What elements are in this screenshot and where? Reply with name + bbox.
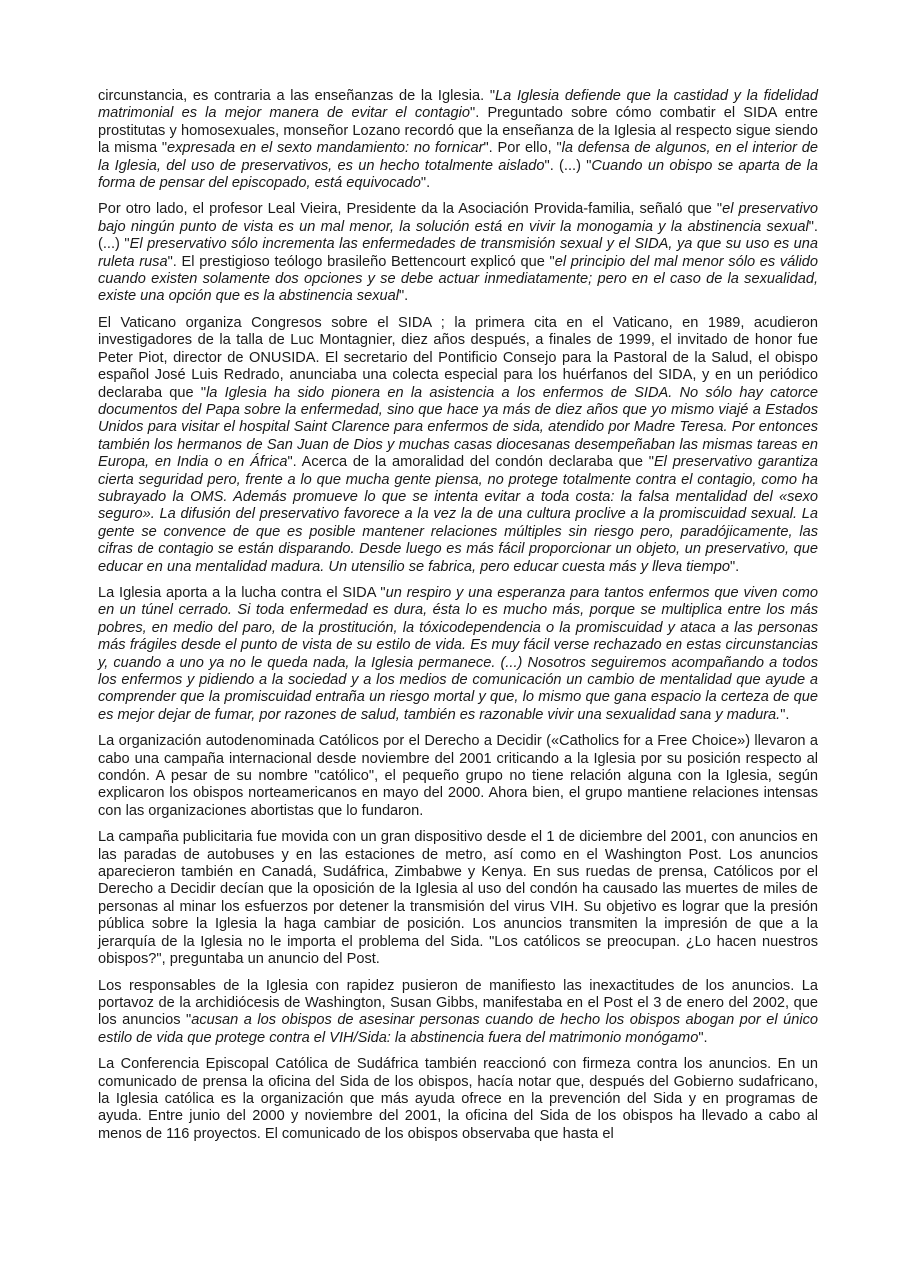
quote-run: el preservativo bajo ningún punto de vista es un mal menor, la solución está en vivir la monogamia y la abstinencia sexual [98, 201, 818, 235]
paragraph-8 [98, 1056, 818, 1143]
text-run: ". Acerca de la amoralidad del condón declaraba que " [287, 454, 654, 471]
text-run: Los responsables de la Iglesia con rapidez pusieron de manifiesto las inexactitudes de los anuncios. La portavoz de la archidiócesis de Washington, Susan Gibbs, manifestaba en el Post el 3 de enero del 2002, que los anuncios " [98, 977, 818, 1029]
text-run: La Iglesia aporta a la lucha contra el SIDA " [98, 584, 386, 601]
paragraph-5 [98, 733, 818, 820]
quote-run: un respiro y una esperanza para tantos enfermos que viven como en un túnel cerrado. Si toda enfermedad es dura, ésta lo es mucho más, porque se multiplica entre los más pobres, en medio del paro, de la prostitución, la tóxicodependencia o la promiscuidad y ataca a las personas más frágiles desde el punto de vista de su estilo de vida. Es muy fácil verse rechazado en estas circunstancias y, cuando a uno ya no le queda nada, la Iglesia permanece. (...) Nosotros seguiremos acompañando a todos los enfermos y pidiendo a la sociedad y a los medios de comunicación un cambio de mentalidad que ayude a comprender que la promiscuidad entraña un riesgo mortal y que, lo mismo que gana espacio la certeza de que es mejor dejar de fumar, por razones de salud, también es razonable vivir una sexualidad sana y madura. [98, 584, 818, 723]
text-run: ". El prestigioso teólogo brasileño Bettencourt explicó que " [167, 253, 555, 270]
text-run: ". [698, 1029, 708, 1046]
text-run: ". (...) " [544, 157, 592, 174]
text-run: ". Preguntado sobre cómo combatir el SIDA entre prostitutas y homosexuales, monseñor Lozano recordó que la enseñanza de la Iglesia al respecto sigue siendo la misma " [98, 105, 818, 157]
text-run: La campaña publicitaria fue movida con un gran dispositivo desde el 1 de diciembre del 2001, con anuncios en las paradas de autobuses y en las estaciones de metro, así como en el Washington Post. Los anuncios aparecieron también en Canadá, Sudáfrica, Zimbabwe y Kenya. En sus ruedas de prensa, Católicos por el Derecho a Decidir decían que la oposición de la Iglesia al uso del condón ha causado las muertes de miles de personas al minar los esfuerzos por detener la transmisión del virus VIH. Su objetivo es lograr que la presión pública sobre la Iglesia la haga cambiar de posición. Los anuncios transmiten la impresión de que a la jerarquía de la Iglesia no le importa el problema del Sida. "Los católicos se preocupan. ¿Lo hacen nuestros obispos?", preguntaba un anuncio del Post. [98, 829, 818, 968]
text-run: El Vaticano organiza Congresos sobre el SIDA ; la primera cita en el Vaticano, en 1989, acudieron investigadores de la talla de Luc Montagnier, diez años después, a finales de 1999, el invitado de honor fue Peter Piot, director de ONUSIDA. El secretario del Pontificio Consejo para la Pastoral de la Salud, el obispo español José Luis Redrado, anunciaba una colecta especial para los huérfanos del SIDA, y en un periódico declaraba que " [98, 314, 818, 401]
text-run: Por otro lado, el profesor Leal Vieira, Presidente da la Asociación Provida-familia, señaló que " [98, 201, 723, 218]
text-run: ". (...) " [98, 218, 818, 253]
quote-run: El preservativo sólo incrementa las enfermedades de transmisión sexual y el SIDA, ya que su uso es una ruleta rusa [98, 236, 818, 270]
quote-run: Cuando un obispo se aparta de la forma de pensar del episcopado, está equivocado [98, 157, 818, 192]
quote-run: expresada en el sexto mandamiento: no fornicar [167, 140, 484, 157]
text-run: ". Por ello, " [483, 140, 562, 157]
text-run: ". [780, 706, 790, 723]
paragraph-1 [98, 88, 818, 192]
paragraph-2 [98, 201, 818, 305]
text-run: circunstancia, es contraria a las enseñanzas de la Iglesia. " [98, 88, 496, 104]
text-run: ". [399, 288, 409, 305]
quote-run: el principio del mal menor sólo es válido cuando existen solamente dos opciones y se debe actuar inmediatamente; pero en el caso de la sexualidad, existe una opción que es la abstinencia sexual [98, 253, 819, 305]
text-run: La organización autodenominada Católicos por el Derecho a Decidir («Catholics for a Free Choice») llevaron a cabo una campaña internacional desde noviembre del 2001 criticando a la Iglesia por su posición respecto al condón. A pesar de su nombre "católico", el pequeño grupo no tiene relación alguna con la Iglesia, según explicaron los obispos norteamericanos en mayo del 2000. Ahora bien, el grupo mantiene relaciones intensas con las organizaciones abortistas que lo fundaron. [98, 733, 818, 819]
quote-run: la Iglesia ha sido pionera en la asistencia a los enfermos de SIDA. No sólo hay catorce documentos del Papa sobre la enfermedad, sino que hace ya más de diez años que yo mismo viajé a Estados Unidos para visitar el hospital Saint Clarence para enfermos de sida, atendido por Madre Teresa. Por entonces también los hermanos de San Juan de Dios y muchas casas diocesanas desempeñaban las mismas tareas en Europa, en India o en África [98, 384, 818, 471]
quote-run: acusan a los obispos de asesinar personas cuando de hecho los obispos abogan por el único estilo de vida que protege contra el VIH/Sida: la abstinencia fuera del matrimonio monógamo [98, 1012, 818, 1046]
text-run: La Conferencia Episcopal Católica de Sudáfrica también reaccionó con firmeza contra los anuncios. En un comunicado de prensa la oficina del Sida de los obispos, hacía notar que, después del Gobierno sudafricano, la Iglesia católica es la organización que más ayuda ofrece en la prevención del Sida y en programas de ayuda. Entre junio del 2000 y noviembre del 2001, la oficina del Sida de los obispos ha llevado a cabo al menos de 116 proyectos. El comunicado de los obispos observaba que hasta el [98, 1056, 818, 1142]
quote-run: La Iglesia defiende que la castidad y la fidelidad matrimonial es la mejor manera de evitar el contagio [98, 88, 818, 122]
paragraph-3 [98, 315, 818, 576]
paragraph-4 [98, 585, 818, 724]
text-run: ". [729, 558, 740, 575]
quote-run: El preservativo garantiza cierta seguridad pero, frente a lo que mucha gente piensa, no protege totalmente contra el contagio, como ha subrayado la OMS. Además promueve lo que se intenta evitar a toda costa: la falsa mentalidad del «sexo seguro». La difusión del preservativo favorece a la vez la de una cultura proclive a la promiscuidad sexual. La gente se convence de que es posible mantener relaciones múltiples sin riesgo pero, paradójicamente, las cifras de contagio se están disparando. Desde luego es más fácil proporcionar un objeto, un preservativo, que educar en una mentalidad madura. Un utensilio se fabrica, pero educar cuesta más y lleva tiempo [98, 454, 818, 575]
quote-run: la defensa de algunos, en el interior de la Iglesia, del uso de preservativos, es un hecho totalmente aislado [98, 140, 819, 174]
text-run: ". [420, 175, 431, 192]
paragraph-6 [98, 829, 818, 968]
paragraph-7 [98, 978, 818, 1048]
